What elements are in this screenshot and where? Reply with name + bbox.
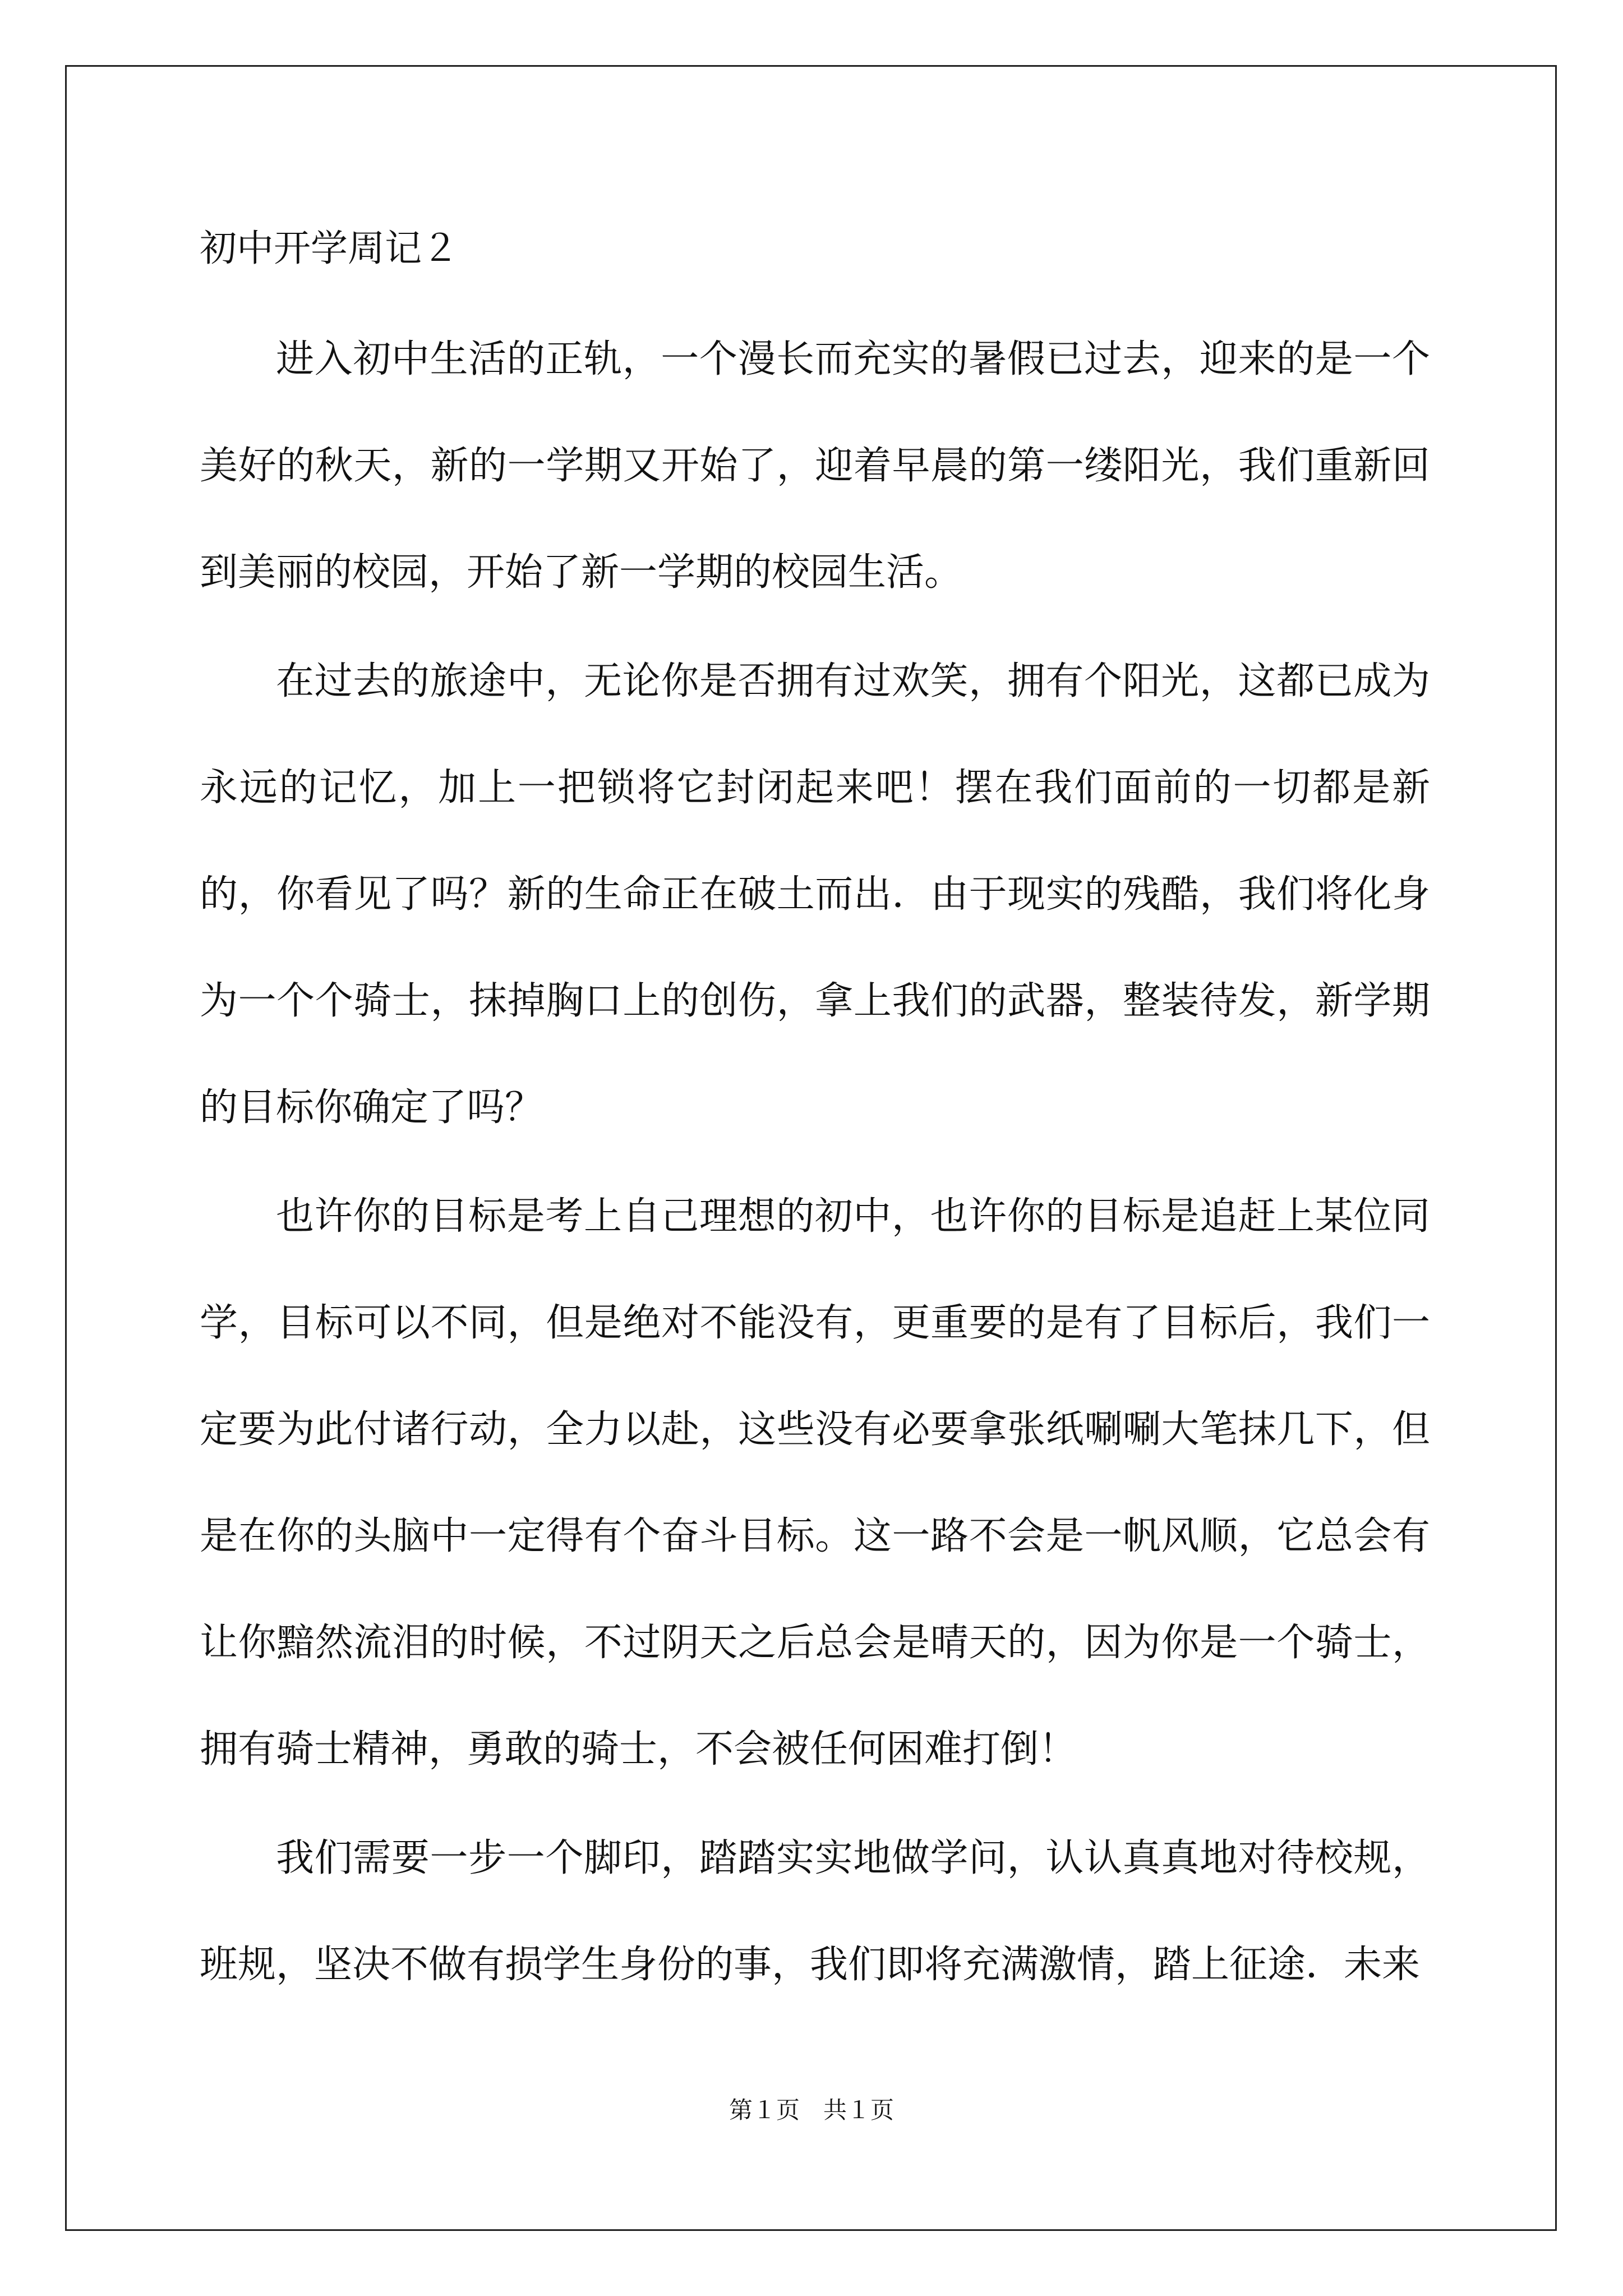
paragraph-3: 也许你的目标是考上自己理想的初中，也许你的目标是追赶上某位同学，目标可以不同，但是绝对不能没有，更重要的是有了目标后，我们一定要为此付诸行动，全力以赴，这些没有必要拿张纸唰唰大笔抹几下，但是在你的头脑中一定得有个奋斗目标。这一路不会是一帆风顺，它总会有让你黯然流泪的时候，不过阴天之后总会是晴天的，因为你是一个骑士，拥有骑士精神，勇敢的骑士，不会被任何困难打倒！ xyxy=(200,1194,1430,1772)
paragraph-1: 进入初中生活的正轨，一个漫长而充实的暑假已过去，迎来的是一个美好的秋天，新的一学期又开始了，迎着早晨的第一缕阳光，我们重新回到美丽的校园，开始了新一学期的校园生活。 xyxy=(200,337,1430,595)
page-number-footer: 第１页 共１页 xyxy=(728,2096,894,2124)
paragraph-4: 我们需要一步一个脚印，踏踏实实地做学问，认认真真地对待校规，班规，坚决不做有损学生身份的事，我们即将充满激情，踏上征途．未来 xyxy=(200,1836,1430,1987)
document-title: 初中开学周记２ xyxy=(200,227,459,270)
paragraph-2: 在过去的旅途中，无论你是否拥有过欢笑，拥有个阳光，这都已成为永远的记忆，加上一把锁将它封闭起来吧！摆在我们面前的一切都是新的，你看见了吗？新的生命正在破土而出．由于现实的残酷，我们将化身为一个个骑士，抹掉胸口上的创伤，拿上我们的武器，整装待发，新学期的目标你确定了吗？ xyxy=(200,659,1430,1130)
document-body xyxy=(200,213,1430,2021)
